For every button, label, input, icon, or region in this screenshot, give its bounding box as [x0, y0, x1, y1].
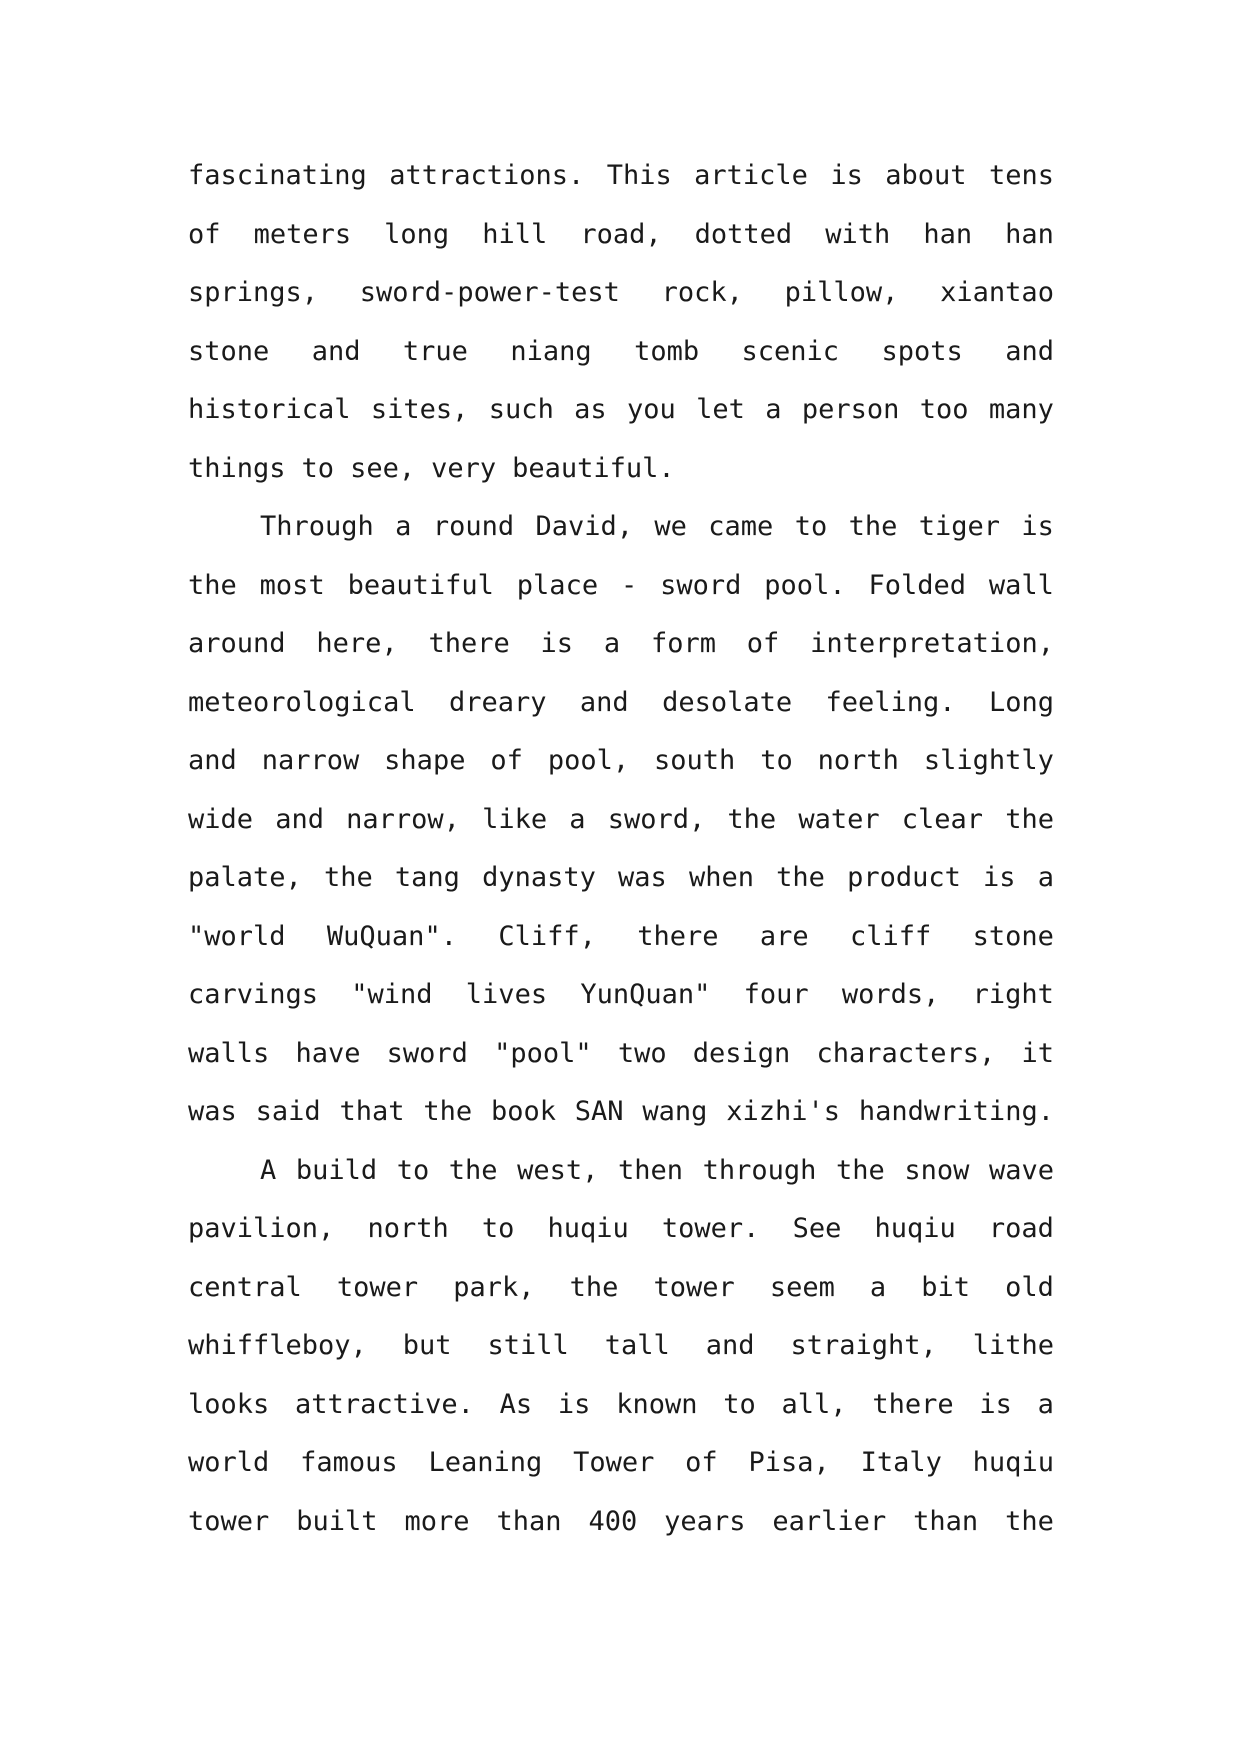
word: let — [696, 394, 745, 425]
word: sword — [660, 569, 742, 601]
text-line — [188, 1038, 1054, 1097]
text-line — [188, 1155, 1054, 1214]
word: have — [295, 1037, 361, 1069]
word: wall — [988, 569, 1054, 601]
word: Long — [988, 686, 1054, 718]
word: road, — [580, 218, 662, 250]
word: the — [727, 803, 777, 835]
word: desolate — [662, 686, 793, 718]
word: many — [988, 394, 1054, 425]
word: Pisa, — [748, 1447, 830, 1478]
word: huqiu — [972, 1447, 1054, 1478]
word: to — [396, 1154, 430, 1186]
word: tang — [394, 862, 460, 893]
word: interpretation, — [810, 628, 1054, 659]
word: to — [794, 511, 828, 542]
word: a — [395, 511, 412, 542]
text-line — [188, 921, 1054, 980]
word: see, — [350, 452, 416, 484]
word: pool. — [764, 569, 846, 601]
text-line — [188, 1272, 1054, 1331]
word: wang — [642, 1096, 708, 1127]
text-line — [188, 1506, 1054, 1565]
word: like — [482, 803, 548, 835]
word: wave — [988, 1154, 1054, 1186]
word: more — [404, 1505, 470, 1537]
word: when — [688, 862, 754, 893]
word: came — [708, 511, 774, 542]
word: around — [188, 628, 286, 659]
word: shape — [384, 745, 466, 776]
word: things — [188, 452, 286, 484]
word: you — [627, 394, 676, 425]
word: See — [792, 1213, 842, 1244]
word: to — [723, 1388, 756, 1420]
word: fascinating — [188, 160, 367, 191]
word: right — [972, 979, 1054, 1010]
word: hill — [482, 218, 548, 250]
word: meters — [253, 218, 352, 250]
word: feeling. — [825, 686, 956, 718]
word: than — [496, 1505, 562, 1537]
word: the — [776, 862, 825, 893]
word: of — [746, 628, 780, 659]
word: springs, — [188, 277, 319, 308]
word: and — [705, 1330, 755, 1361]
word: words, — [841, 979, 940, 1010]
text-line — [188, 336, 1054, 395]
word: Cliff, — [498, 920, 596, 952]
word: "world — [188, 920, 286, 952]
word: rock, — [661, 277, 743, 308]
text-line — [188, 1330, 1054, 1389]
word: central — [188, 1271, 302, 1303]
text-line — [188, 628, 1054, 687]
word: seem — [769, 1271, 835, 1303]
word: pool, — [547, 745, 630, 776]
word: famous — [300, 1447, 398, 1478]
word: is — [540, 628, 574, 659]
word: the — [1005, 803, 1054, 835]
word: As — [499, 1388, 533, 1420]
word: tens — [988, 160, 1054, 191]
word: it — [1021, 1037, 1054, 1069]
word: bit — [921, 1271, 971, 1303]
word: dotted — [694, 218, 793, 250]
word: sites, — [370, 394, 469, 425]
word: tower. — [661, 1213, 760, 1244]
word: beautiful. — [512, 452, 675, 484]
word: than — [913, 1505, 979, 1537]
word: to — [481, 1213, 515, 1244]
word: built — [296, 1505, 378, 1537]
word: to — [301, 452, 335, 484]
word: clear — [901, 803, 984, 835]
word: This — [606, 160, 672, 191]
word: to — [760, 745, 793, 776]
text-line — [188, 511, 1054, 570]
word: the — [836, 1154, 885, 1186]
word: the — [448, 1154, 498, 1186]
word: build — [295, 1154, 378, 1186]
word: whiffleboy, — [188, 1330, 367, 1361]
word: said — [255, 1096, 321, 1127]
word: 400 — [588, 1505, 638, 1537]
word: too — [919, 394, 969, 425]
word: walls — [188, 1037, 270, 1069]
word: pillow, — [784, 277, 899, 308]
word: is — [830, 160, 863, 191]
text-line — [188, 979, 1054, 1038]
word: attractive. — [295, 1388, 474, 1420]
word: tower — [336, 1271, 419, 1303]
word: dreary — [448, 686, 547, 718]
word: but — [402, 1330, 452, 1361]
text-line — [188, 1447, 1054, 1506]
text-line — [188, 745, 1054, 804]
text-line — [188, 687, 1054, 746]
text-line — [188, 277, 1054, 336]
word: there — [428, 628, 510, 659]
word: WuQuan". — [326, 920, 457, 952]
word: Through — [260, 511, 374, 542]
word: known — [616, 1388, 698, 1420]
word: is — [557, 1388, 591, 1420]
word: road — [988, 1213, 1054, 1244]
word: a — [603, 628, 621, 659]
word: meteorological — [188, 686, 416, 718]
word: and — [1005, 335, 1054, 367]
word: as — [574, 394, 607, 425]
word: lithe — [972, 1330, 1054, 1361]
word: are — [759, 920, 809, 952]
word: beautiful — [347, 569, 494, 601]
word: stone — [188, 335, 270, 367]
word: about — [885, 160, 967, 191]
word: here, — [316, 628, 398, 659]
word: "pool" — [494, 1037, 592, 1069]
word: sword-power-test — [359, 277, 620, 308]
word: huqiu — [874, 1213, 956, 1244]
word: narrow — [261, 745, 360, 776]
word: characters, — [816, 1037, 996, 1069]
text-line — [188, 1389, 1054, 1448]
word: niang — [510, 335, 592, 367]
word: was — [188, 1096, 237, 1127]
word: still — [487, 1330, 569, 1361]
word: we — [654, 511, 687, 542]
word: A — [260, 1154, 277, 1186]
word: attractions. — [389, 160, 585, 191]
word: a — [1037, 862, 1054, 893]
word: round — [432, 511, 515, 542]
word: tiger — [918, 511, 1001, 542]
word: tower — [653, 1271, 735, 1303]
word: a — [765, 394, 782, 425]
word: han — [923, 218, 973, 250]
word: and — [311, 335, 361, 367]
text-line — [188, 394, 1054, 453]
word: Leaning — [428, 1447, 543, 1478]
word: form — [650, 628, 716, 659]
word: SAN — [574, 1096, 624, 1127]
body-text — [188, 160, 1054, 1564]
word: palate, — [188, 862, 302, 893]
word: true — [402, 335, 468, 367]
word: water — [798, 803, 880, 835]
word: is — [979, 1388, 1012, 1420]
word: stone — [972, 920, 1054, 952]
word: person — [801, 394, 900, 425]
word: there — [637, 920, 719, 952]
word: old — [1005, 1271, 1054, 1303]
word: there — [872, 1388, 954, 1420]
word: xiantao — [940, 277, 1054, 308]
word: with — [825, 218, 891, 250]
word: Italy — [860, 1447, 942, 1478]
word: book — [490, 1096, 556, 1127]
word: David, — [535, 511, 634, 542]
word: a — [569, 803, 586, 835]
word: slightly — [923, 745, 1054, 776]
word: handwriting. — [858, 1096, 1054, 1127]
word: narrow, — [346, 803, 460, 835]
word: spots — [881, 335, 963, 367]
word: "wind — [351, 979, 433, 1010]
word: straight, — [790, 1330, 937, 1361]
word: that — [339, 1096, 405, 1127]
word: years — [664, 1505, 746, 1537]
word: of — [188, 218, 221, 250]
text-line — [188, 570, 1054, 629]
word: two — [617, 1037, 667, 1069]
word: cliff — [850, 920, 932, 952]
word: of — [490, 745, 523, 776]
word: a — [869, 1271, 887, 1303]
word: pavilion, — [188, 1213, 335, 1244]
word: the — [848, 511, 898, 542]
word: article — [694, 160, 808, 191]
word: scenic — [741, 335, 840, 367]
word: long — [384, 218, 450, 250]
word: design — [692, 1037, 791, 1069]
word: place — [516, 569, 599, 601]
word: the — [1005, 1505, 1054, 1537]
word: sword — [386, 1037, 468, 1069]
word: the — [569, 1271, 619, 1303]
word: south — [654, 745, 736, 776]
word: is — [1021, 511, 1054, 542]
word: tomb — [634, 335, 700, 367]
word: sword, — [607, 803, 706, 835]
word: west, — [517, 1154, 599, 1186]
word: earlier — [772, 1505, 887, 1537]
text-line — [188, 1096, 1054, 1155]
word: park, — [453, 1271, 535, 1303]
word: and — [275, 803, 324, 835]
word: han — [1005, 218, 1054, 250]
word: world — [188, 1447, 270, 1478]
word: was — [618, 862, 667, 893]
word: four — [743, 979, 809, 1010]
word: and — [188, 745, 237, 776]
word: wide — [188, 803, 254, 835]
word: then — [618, 1154, 684, 1186]
word: snow — [904, 1154, 970, 1186]
word: tall — [604, 1330, 670, 1361]
word: Tower — [573, 1447, 655, 1478]
word: all, — [781, 1388, 847, 1420]
word: of — [685, 1447, 718, 1478]
word: is — [983, 862, 1016, 893]
word: tower — [188, 1505, 270, 1537]
word: carvings — [188, 979, 319, 1010]
word: a — [1037, 1388, 1054, 1420]
word: Folded — [868, 569, 967, 601]
text-line — [188, 219, 1054, 278]
word: such — [488, 394, 554, 425]
word: looks — [188, 1388, 270, 1420]
word: - — [620, 569, 638, 601]
word: xizhi's — [726, 1096, 841, 1127]
word: north — [817, 745, 899, 776]
text-line — [188, 804, 1054, 863]
text-line — [188, 453, 1054, 512]
word: dynasty — [482, 862, 596, 893]
word: very — [431, 452, 497, 484]
word: historical — [188, 394, 351, 425]
word: through — [702, 1154, 817, 1186]
word: lives — [465, 979, 548, 1010]
word: most — [259, 569, 325, 601]
word: north — [367, 1213, 449, 1244]
word: the — [423, 1096, 473, 1127]
word: and — [579, 686, 629, 718]
word: huqiu — [547, 1213, 629, 1244]
word: product — [847, 862, 961, 893]
text-line — [188, 160, 1054, 219]
text-line — [188, 862, 1054, 921]
word: the — [188, 569, 237, 601]
word: the — [323, 862, 373, 893]
word: YunQuan" — [580, 979, 711, 1010]
text-line — [188, 1213, 1054, 1272]
